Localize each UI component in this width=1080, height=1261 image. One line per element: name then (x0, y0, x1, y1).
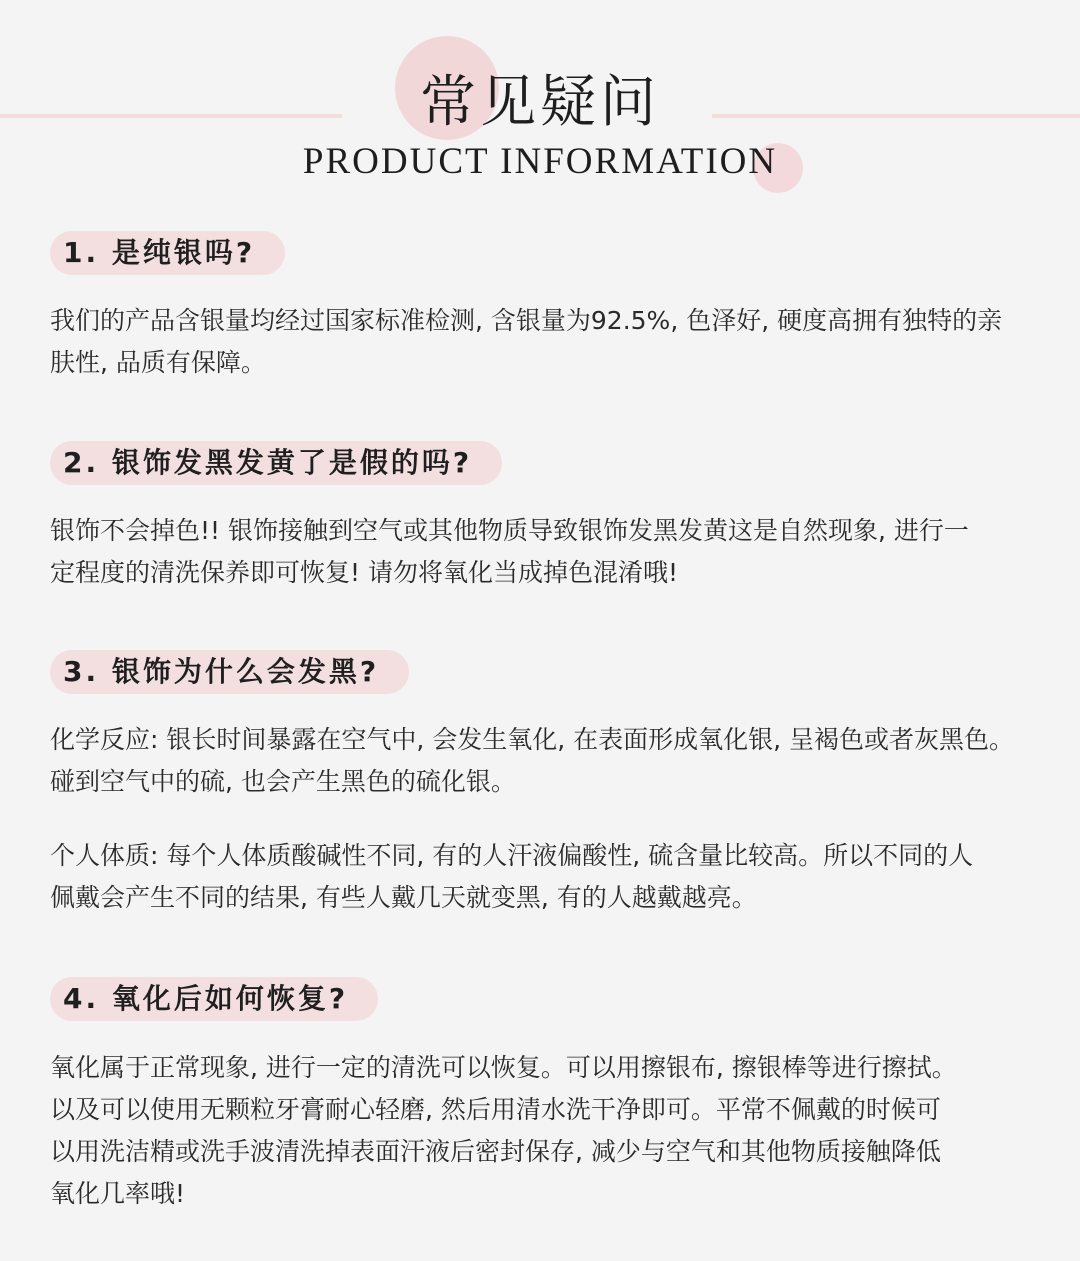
page-header (0, 0, 1080, 210)
answer-line: 碰到空气中的硫, 也会产生黑色的硫化银。 (50, 767, 516, 796)
answer-line: 定程度的清洗保养即可恢复! 请勿将氧化当成掉色混淆哦! (50, 558, 678, 587)
answer-line: 氧化属于正常现象, 进行一定的清洗可以恢复。可以用擦银布, 擦银棒等进行擦拭。 (50, 1053, 957, 1082)
faq-question-4: 4. 氧化后如何恢复? (50, 977, 378, 1021)
answer-line: 佩戴会产生不同的结果, 有些人戴几天就变黑, 有的人越戴越亮。 (50, 883, 757, 912)
faq-question-1: 1. 是纯银吗? (50, 231, 285, 275)
faq-answer-4 (50, 1047, 1060, 1215)
faq-answer-3b (50, 835, 1060, 919)
page-title: 常见疑问 (420, 70, 660, 135)
faq-answer-2 (50, 510, 1060, 594)
answer-line: 化学反应: 银长时间暴露在空气中, 会发生氧化, 在表面形成氧化银, 呈褐色或者灰黑色。 (50, 725, 1015, 754)
faq-question-3: 3. 银饰为什么会发黑? (50, 650, 409, 694)
answer-line: 肤性, 品质有保障。 (50, 348, 266, 377)
faq-section-1 (50, 231, 1060, 384)
faq-section-3 (50, 650, 1060, 919)
answer-line: 以用洗洁精或洗手波清洗掉表面汗液后密封保存, 减少与空气和其他物质接触降低 (50, 1137, 941, 1166)
faq-answer-3a (50, 719, 1060, 803)
faq-section-2 (50, 441, 1060, 594)
answer-line: 银饰不会掉色!! 银饰接触到空气或其他物质导致银饰发黑发黄这是自然现象, 进行一 (50, 516, 969, 545)
answer-line: 个人体质: 每个人体质酸碱性不同, 有的人汗液偏酸性, 硫含量比较高。所以不同的人 (50, 841, 974, 870)
answer-line: 氧化几率哦! (50, 1179, 186, 1208)
faq-answer-1 (50, 300, 1060, 384)
answer-line: 以及可以使用无颗粒牙膏耐心轻磨, 然后用清水洗干净即可。平常不佩戴的时候可 (50, 1095, 941, 1124)
faq-section-4 (50, 977, 1060, 1215)
faq-question-2: 2. 银饰发黑发黄了是假的吗? (50, 441, 502, 485)
page-subtitle: PRODUCT INFORMATION (302, 141, 778, 182)
answer-line: 我们的产品含银量均经过国家标准检测, 含银量为92.5%, 色泽好, 硬度高拥有独特的亲 (50, 306, 1003, 335)
